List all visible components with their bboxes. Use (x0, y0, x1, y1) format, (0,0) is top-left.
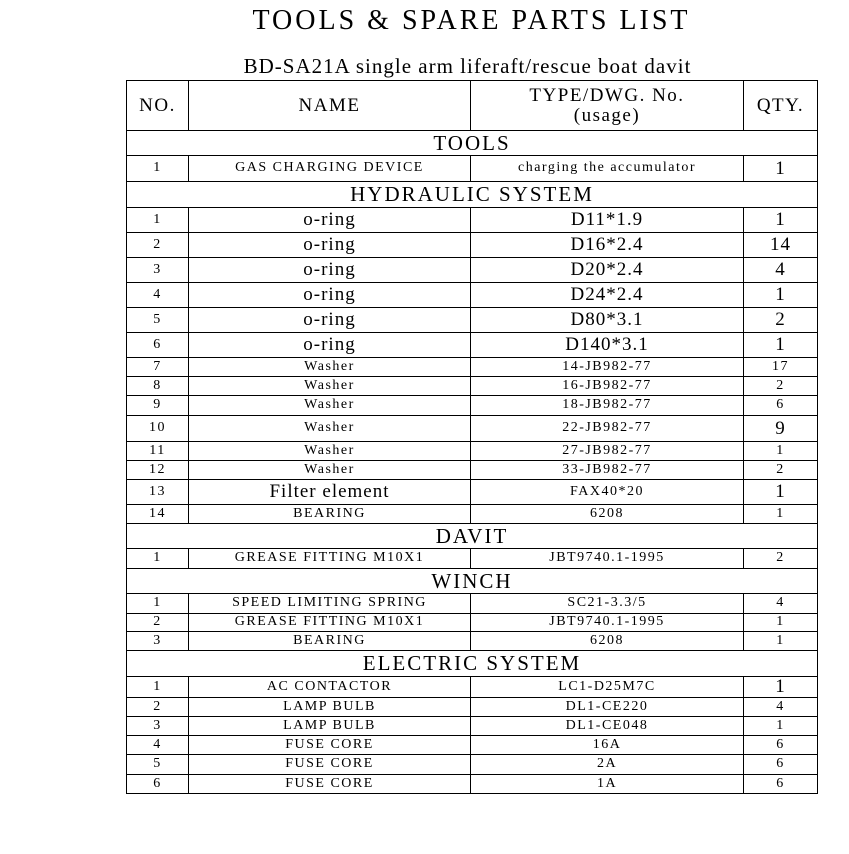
col-name: o-ring (189, 233, 471, 258)
col-type: D140*3.1 (471, 333, 744, 358)
table-row (127, 333, 818, 358)
col-no: 5 (127, 754, 189, 774)
col-no: 13 (127, 480, 189, 505)
col-type: 6208 (471, 505, 744, 524)
col-no: 5 (127, 308, 189, 333)
table-row (127, 308, 818, 333)
table-row (127, 735, 818, 754)
col-qty: 1 (744, 505, 818, 524)
col-qty: 4 (744, 258, 818, 283)
col-qty: 9 (744, 416, 818, 442)
col-name: Washer (189, 416, 471, 442)
col-type: 6208 (471, 632, 744, 651)
table-row (127, 716, 818, 735)
col-name: Washer (189, 461, 471, 480)
col-no: 1 (127, 156, 189, 182)
col-name: o-ring (189, 258, 471, 283)
table-row (127, 461, 818, 480)
page-subtitle: BD-SA21A single arm liferaft/rescue boat davit (243, 54, 692, 78)
section-row (127, 131, 818, 156)
table-row (127, 258, 818, 283)
table-row (127, 377, 818, 396)
table-row (127, 283, 818, 308)
col-type: 14-JB982-77 (471, 358, 744, 377)
col-qty: 1 (744, 333, 818, 358)
col-name: Washer (189, 377, 471, 396)
col-name: GREASE FITTING M10X1 (189, 549, 471, 569)
col-name: FUSE CORE (189, 735, 471, 754)
col-no: 11 (127, 442, 189, 461)
col-name: LAMP BULB (189, 716, 471, 735)
section-row (127, 569, 818, 594)
table-row (127, 632, 818, 651)
col-qty: 6 (744, 774, 818, 793)
column-header-type-line1: TYPE/DWG. No. (529, 84, 685, 106)
col-qty: 1 (744, 156, 818, 182)
page-title: TOOLS & SPARE PARTS LIST (252, 5, 691, 36)
col-no: 3 (127, 716, 189, 735)
section-title: WINCH (127, 569, 818, 594)
table-row (127, 358, 818, 377)
col-type: FAX40*20 (471, 480, 744, 505)
col-name: o-ring (189, 208, 471, 233)
col-no: 12 (127, 461, 189, 480)
col-no: 4 (127, 735, 189, 754)
col-type: 1A (471, 774, 744, 793)
table-row (127, 754, 818, 774)
col-type: SC21-3.3/5 (471, 594, 744, 614)
table-row (127, 396, 818, 416)
table-row (127, 208, 818, 233)
col-no: 3 (127, 632, 189, 651)
col-type: 18-JB982-77 (471, 396, 744, 416)
col-qty: 4 (744, 697, 818, 716)
section-row (127, 651, 818, 677)
col-name: o-ring (189, 283, 471, 308)
col-qty: 6 (744, 735, 818, 754)
col-no: 2 (127, 614, 189, 632)
col-no: 1 (127, 208, 189, 233)
col-no: 10 (127, 416, 189, 442)
table-row (127, 233, 818, 258)
col-name: GAS CHARGING DEVICE (189, 156, 471, 182)
col-qty: 6 (744, 754, 818, 774)
col-qty: 1 (744, 208, 818, 233)
col-qty: 4 (744, 594, 818, 614)
table-row (127, 480, 818, 505)
col-qty: 1 (744, 614, 818, 632)
col-name: Washer (189, 396, 471, 416)
section-title: TOOLS (127, 131, 818, 156)
col-qty: 6 (744, 396, 818, 416)
col-qty: 1 (744, 677, 818, 698)
col-no: 1 (127, 677, 189, 698)
col-qty: 2 (744, 308, 818, 333)
col-no: 1 (127, 594, 189, 614)
col-type: DL1-CE220 (471, 697, 744, 716)
col-type: D11*1.9 (471, 208, 744, 233)
col-type: D80*3.1 (471, 308, 744, 333)
col-no: 3 (127, 258, 189, 283)
column-header-type-line2: (usage) (573, 104, 641, 126)
table-row (127, 677, 818, 698)
col-name: Filter element (189, 480, 471, 505)
col-type: 2A (471, 754, 744, 774)
col-type: 22-JB982-77 (471, 416, 744, 442)
table-row (127, 614, 818, 632)
col-type: 27-JB982-77 (471, 442, 744, 461)
col-type: D20*2.4 (471, 258, 744, 283)
col-qty: 2 (744, 549, 818, 569)
col-name: o-ring (189, 308, 471, 333)
col-type: DL1-CE048 (471, 716, 744, 735)
col-type: D24*2.4 (471, 283, 744, 308)
section-title: ELECTRIC SYSTEM (127, 651, 818, 677)
col-qty: 1 (744, 480, 818, 505)
table-row (127, 505, 818, 524)
col-no: 1 (127, 549, 189, 569)
col-name: GREASE FITTING M10X1 (189, 614, 471, 632)
col-name: o-ring (189, 333, 471, 358)
col-no: 6 (127, 333, 189, 358)
col-no: 6 (127, 774, 189, 793)
col-no: 9 (127, 396, 189, 416)
col-no: 4 (127, 283, 189, 308)
column-header-type (471, 81, 744, 131)
col-name: LAMP BULB (189, 697, 471, 716)
table-header-row (127, 81, 818, 131)
table-row (127, 549, 818, 569)
col-name: SPEED LIMITING SPRING (189, 594, 471, 614)
parts-table (126, 80, 818, 794)
col-type: JBT9740.1-1995 (471, 614, 744, 632)
col-no: 14 (127, 505, 189, 524)
table-row (127, 594, 818, 614)
column-header-qty: QTY. (744, 81, 818, 131)
col-no: 2 (127, 233, 189, 258)
section-row (127, 182, 818, 208)
col-name: BEARING (189, 632, 471, 651)
col-qty: 14 (744, 233, 818, 258)
col-type: LC1-D25M7C (471, 677, 744, 698)
col-name: Washer (189, 442, 471, 461)
col-type: 16-JB982-77 (471, 377, 744, 396)
col-type: charging the accumulator (471, 156, 744, 182)
table-row (127, 156, 818, 182)
table-row (127, 697, 818, 716)
table-row (127, 416, 818, 442)
table-row (127, 442, 818, 461)
col-type: D16*2.4 (471, 233, 744, 258)
col-name: FUSE CORE (189, 754, 471, 774)
col-no: 8 (127, 377, 189, 396)
col-qty: 1 (744, 632, 818, 651)
col-name: Washer (189, 358, 471, 377)
col-no: 7 (127, 358, 189, 377)
col-type: JBT9740.1-1995 (471, 549, 744, 569)
col-name: FUSE CORE (189, 774, 471, 793)
col-qty: 2 (744, 461, 818, 480)
col-name: AC CONTACTOR (189, 677, 471, 698)
col-qty: 2 (744, 377, 818, 396)
col-qty: 1 (744, 442, 818, 461)
column-header-no: NO. (127, 81, 189, 131)
col-no: 2 (127, 697, 189, 716)
col-name: BEARING (189, 505, 471, 524)
col-qty: 1 (744, 716, 818, 735)
section-row (127, 524, 818, 549)
col-type: 33-JB982-77 (471, 461, 744, 480)
section-title: DAVIT (127, 524, 818, 549)
section-title: HYDRAULIC SYSTEM (127, 182, 818, 208)
col-qty: 17 (744, 358, 818, 377)
col-type: 16A (471, 735, 744, 754)
col-qty: 1 (744, 283, 818, 308)
column-header-name: NAME (189, 81, 471, 131)
table-row (127, 774, 818, 793)
